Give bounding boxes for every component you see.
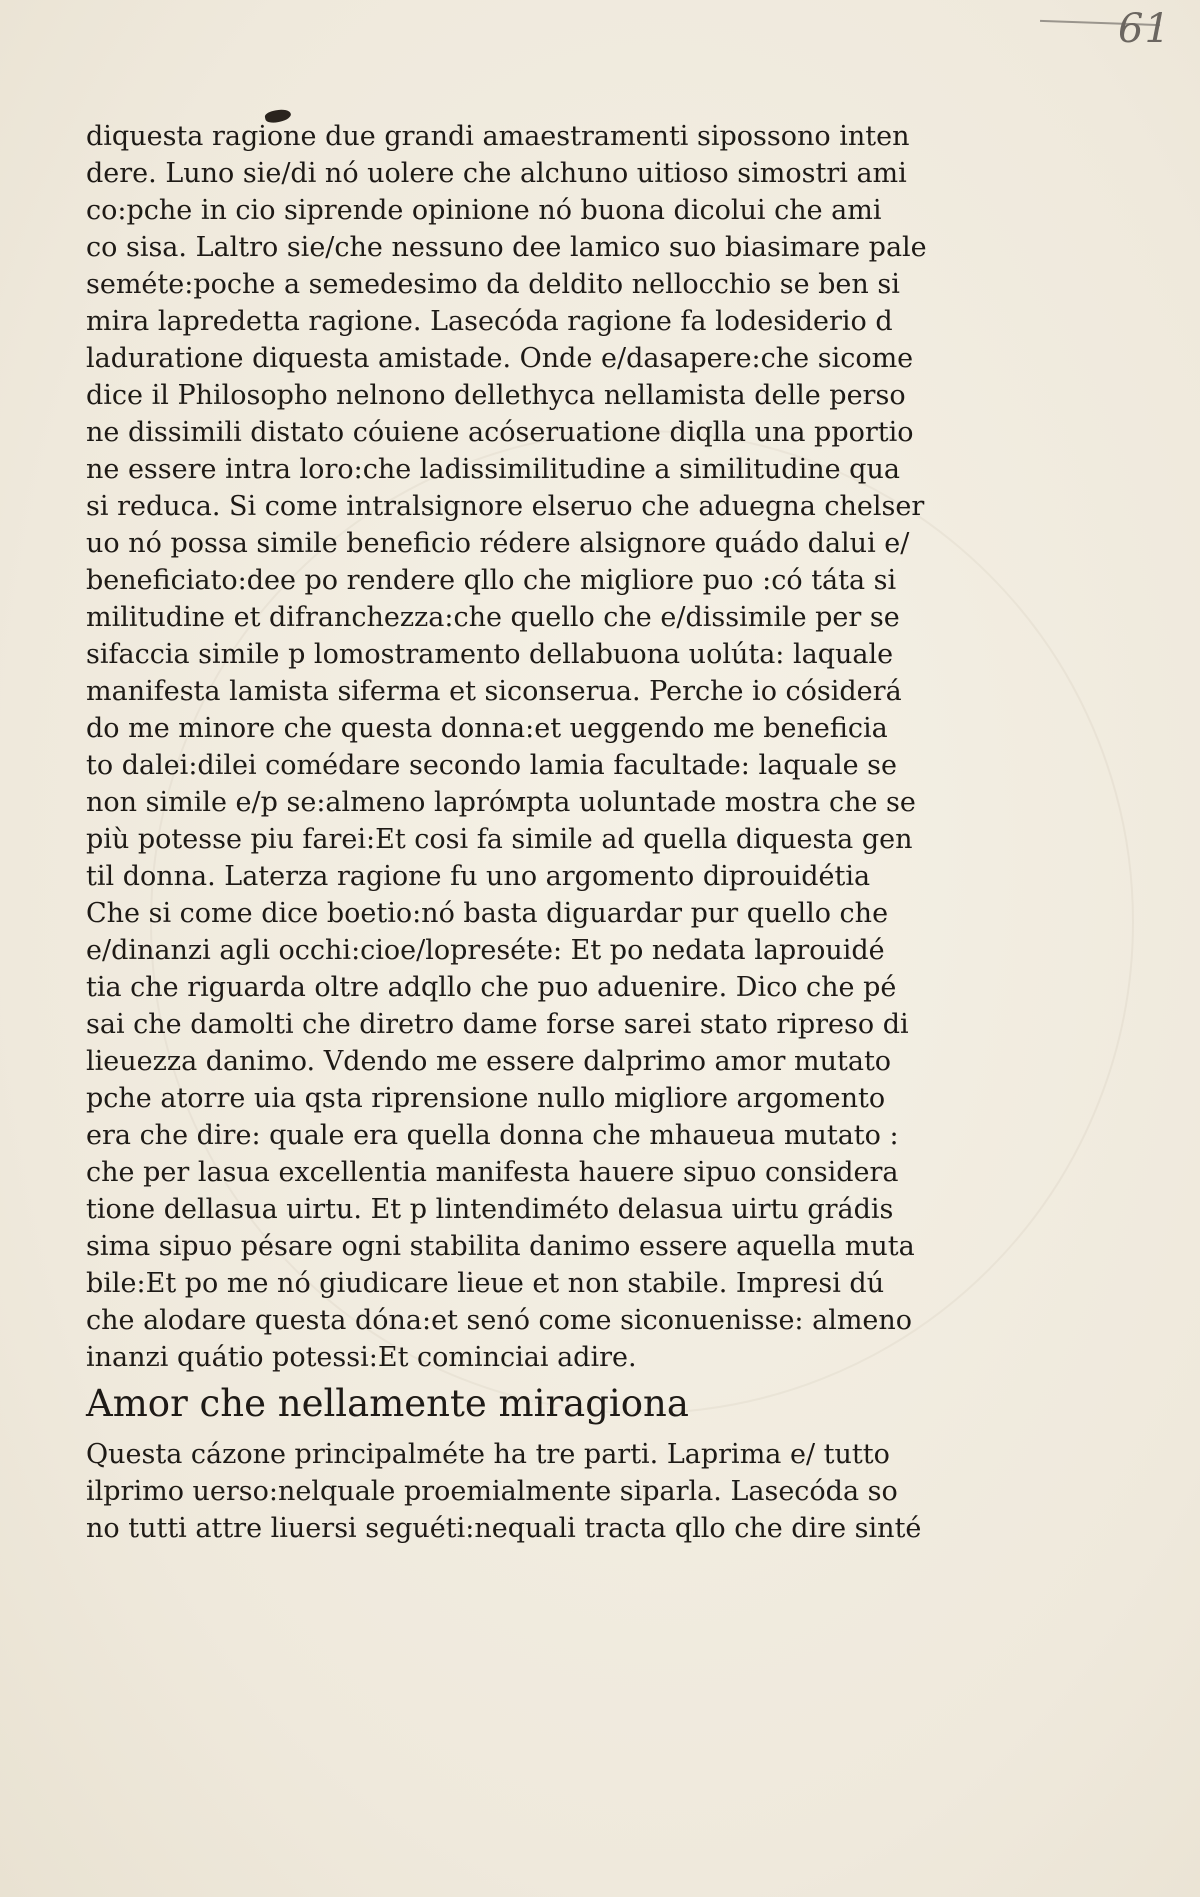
text-line: inanzi quátio potessi:Et cominciai adire. xyxy=(86,1342,637,1373)
text-line: pche atorre uia qsta riprensione nullo migliore argomento xyxy=(86,1083,886,1114)
text-line: militudine et difranchezza:che quello che e/dissimile per se xyxy=(86,602,900,633)
text-line: do me minore che questa donna:et ueggendo me beneficia xyxy=(86,713,888,744)
text-line: sai che damolti che diretro dame forse sarei stato ripreso di xyxy=(86,1009,909,1040)
text-line: ne essere intra loro:che ladissimilitudine a similitudine qua xyxy=(86,454,900,485)
text-line: più potesse piu farei:Et cosi fa simile ad quella diquesta gen xyxy=(86,824,913,855)
text-line: dice il Philosopho nelnono dellethyca nellamista delle perso xyxy=(86,380,906,411)
text-line: e/dinanzi agli occhi:cioe/lopreséte: Et po nedata laprouidé xyxy=(86,935,885,966)
text-line: tione dellasua uirtu. Et p lintendiméto delasua uirtu grádis xyxy=(86,1194,894,1225)
text-line: Questa cázone principalméte ha tre parti. Laprima e/ tutto xyxy=(86,1439,890,1470)
text-line: til donna. Laterza ragione fu uno argomento diprouidétia xyxy=(86,861,871,892)
text-line: Che si come dice boetio:nó basta diguardar pur quello che xyxy=(86,898,889,929)
text-line: to dalei:dilei comédare secondo lamia facultade: laquale se xyxy=(86,750,898,781)
text-line: no tutti attre liuersi seguéti:nequali tracta qllo che dire sinté xyxy=(86,1513,922,1544)
text-line: co sisa. Laltro sie/che nessuno dee lamico suo biasimare pale xyxy=(86,232,927,263)
text-line: che per lasua excellentia manifesta hauere sipuo considera xyxy=(86,1157,899,1188)
text-line: sifaccia simile p lomostramento dellabuona uolúta: laquale xyxy=(86,639,894,670)
text-line: uo nó possa simile beneficio rédere alsignore quádo dalui e/ xyxy=(86,528,910,559)
text-line: che alodare questa dóna:et senó come siconuenisse: almeno xyxy=(86,1305,913,1336)
canzone-heading: Amor che nellamente miragiona xyxy=(86,1382,689,1425)
text-line: manifesta lamista siferma et siconserua. Perche io cósiderá xyxy=(86,676,902,707)
text-line: laduratione diquesta amistade. Onde e/dasapere:che sicome xyxy=(86,343,914,374)
text-line: lieuezza danimo. Vdendo me essere dalprimo amor mutato xyxy=(86,1046,892,1077)
text-line: diquesta ragione due grandi amaestramenti sipossono inten xyxy=(86,121,910,152)
text-line: ilprimo uerso:nelquale proemialmente siparla. Lasecóda so xyxy=(86,1476,898,1507)
text-line: co:pche in cio siprende opinione nó buona dicolui che ami xyxy=(86,195,882,226)
folio-number: 61 xyxy=(1118,6,1171,52)
text-line: ne dissimili distato cóuiene acóseruatione diqlla una pportio xyxy=(86,417,914,448)
text-line: si reduca. Si come intralsignore elseruo che aduegna chelser xyxy=(86,491,925,522)
text-line: bile:Et po me nó giudicare lieue et non stabile. Impresi dú xyxy=(86,1268,885,1299)
text-line: beneficiato:dee po rendere qllo che migliore puo :có táta si xyxy=(86,565,897,596)
text-block xyxy=(86,118,927,1547)
text-line: non simile e/p se:almeno lapróмpta uoluntade mostra che se xyxy=(86,787,916,818)
text-line: sima sipuo pésare ogni stabilita danimo essere aquella muta xyxy=(86,1231,915,1262)
text-line: seméte:poche a semedesimo da deldito nellocchio se ben si xyxy=(86,269,900,300)
text-line: tia che riguarda oltre adqllo che puo aduenire. Dico che pé xyxy=(86,972,897,1003)
text-line: dere. Luno sie/di nó uolere che alchuno uitioso simostri ami xyxy=(86,158,907,189)
text-line: mira lapredetta ragione. Lasecóda ragione fa lodesiderio d xyxy=(86,306,893,337)
text-line: era che dire: quale era quella donna che mhaueua mutato : xyxy=(86,1120,899,1151)
